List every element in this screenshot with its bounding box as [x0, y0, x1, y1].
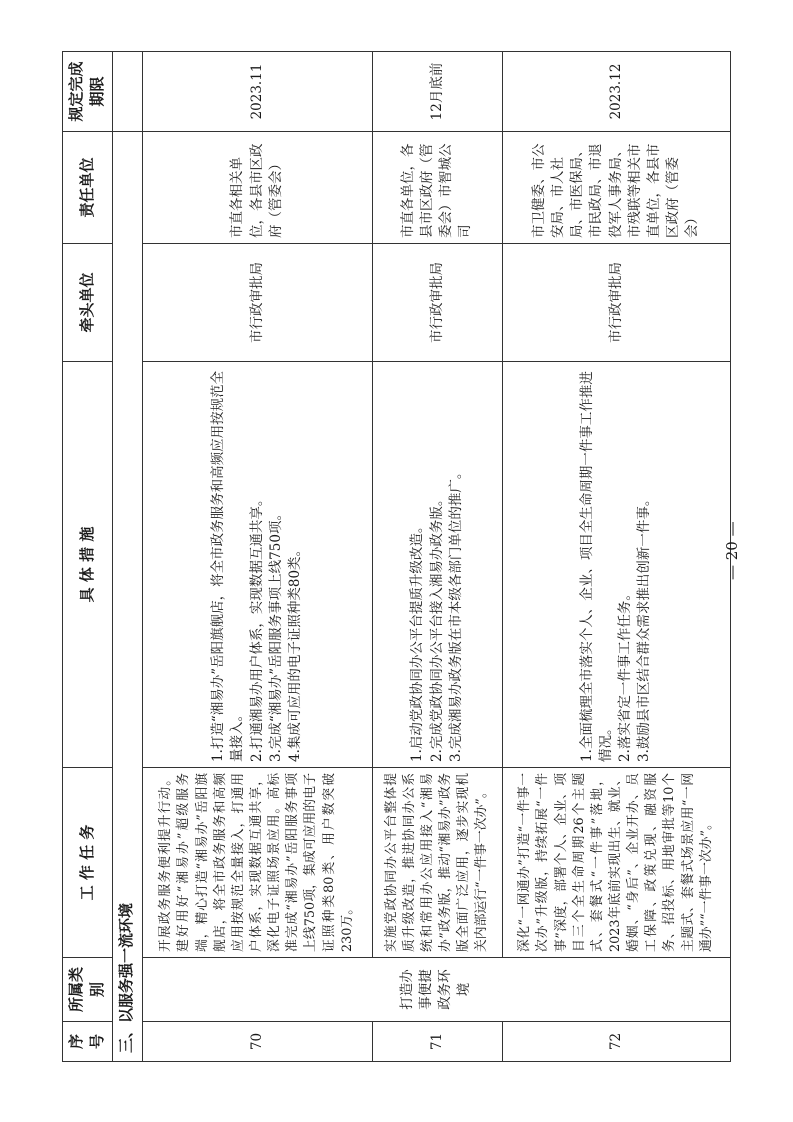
row-task: 深化“一网通办”打造“一件事一次办”升级版，持续拓展“一件事”深度，部署个人、企业、项目三个全生命周期26个主题式、套餐式“一件事”落地，2023年底前实现出生、就业、婚姻、“身后”、企业开办、员工保障、政策兑现、融资服务、招投标、用地审批等10个主题式、套餐式场景应用“一网通办”“一件事一次办”。	[502, 768, 730, 958]
header-resp-unit: 责任单位	[63, 132, 113, 244]
measure-item: 1.打造“湘易办”岳阳旗舰店，将全市政务服务和高频应用按规范全量接入。	[210, 370, 246, 762]
row-deadline: 12月底前	[372, 52, 502, 132]
row-lead-unit: 市行政审批局	[372, 244, 502, 362]
row-seq: 72	[502, 1022, 730, 1062]
row-measures	[502, 362, 730, 768]
header-lead-unit: 牵头单位	[63, 244, 113, 362]
measure-item: 3.鼓励县市区结合群众需求推出创新一件事。	[636, 492, 653, 762]
header-row	[63, 52, 113, 1062]
row-resp-unit: 市直各相关单位，各县市区政府（管委会）	[142, 132, 372, 244]
section-title: 三、以服务强一流环境	[112, 132, 142, 1062]
header-seq: 序 号	[63, 1022, 113, 1062]
header-task: 工 作 任 务	[63, 768, 113, 958]
row-lead-unit: 市行政审批局	[502, 244, 730, 362]
measure-item: 2.完成党政协同办公平台接入湘易办政务版。	[428, 492, 445, 762]
row-seq: 71	[372, 1022, 502, 1062]
table-row	[142, 52, 372, 1062]
row-resp-unit: 市卫健委、市公安局、市人社局、市医保局、市民政局、市退役军人事务局、市残联等相关市直单位，各县市区政府（管委会）	[502, 132, 730, 244]
measure-item: 3.完成湘易办政务版在市本级各部门单位的推广。	[447, 465, 464, 762]
task-table	[62, 51, 731, 1062]
row-resp-unit: 市直各单位，各县市区政府（管委会）市智城公司	[372, 132, 502, 244]
row-seq: 70	[142, 1022, 372, 1062]
row-deadline: 2023.11	[142, 52, 372, 132]
row-category: 打造办事便捷政务环境	[142, 958, 730, 1022]
row-deadline: 2023.12	[502, 52, 730, 132]
table-row	[502, 52, 730, 1062]
row-measures	[142, 362, 372, 768]
measure-item: 1.全面梳理全市落实个人、企业、项目全生命周期一件事工作推进情况。	[578, 371, 614, 762]
header-measures: 具 体 措 施	[63, 362, 113, 768]
row-task: 开展政务服务便利提升行动。建好用好“湘易办”超级服务端，精心打造“湘易办”岳阳旗舰店，将全市政务服务和高频应用按规范全量接入，打通用户体系，实现数据互通共享，深化电子证照场景应用。高标准完成“湘易办”岳阳服务事项上线750项，集成可应用的电子证照种类80类、用户数突破230万。	[142, 768, 372, 958]
header-category: 所属类别	[63, 958, 113, 1022]
row-lead-unit: 市行政审批局	[142, 244, 372, 362]
section-empty-cell	[112, 52, 142, 132]
row-task: 实施党政协同办公平台整体提质升级改造，推进协同办公系统和常用办公应用接入“湘易办”政务版，推动“湘易办”政务版全面广泛应用，逐步实现机关内部运行“一件事一次办”。	[372, 768, 502, 958]
measure-item: 3.完成“湘易办”岳阳服务事项上线750项。	[267, 507, 284, 762]
measure-item: 1.启动党政协同办公平台提质升级改造。	[409, 519, 426, 762]
measure-item: 2.落实省定一件事工作任务。	[617, 587, 634, 762]
table-row	[372, 52, 502, 1062]
measure-item: 2.打通湘易办用户体系，实现数据互通共享。	[248, 492, 265, 762]
measure-item: 4.集成可应用的电子证照种类80类。	[286, 542, 303, 762]
row-measures	[372, 362, 502, 768]
section-row	[112, 52, 142, 1062]
page-number: — 20 —	[723, 521, 741, 580]
header-deadline: 规定完成期限	[63, 52, 113, 132]
rotated-page	[62, 52, 728, 1062]
